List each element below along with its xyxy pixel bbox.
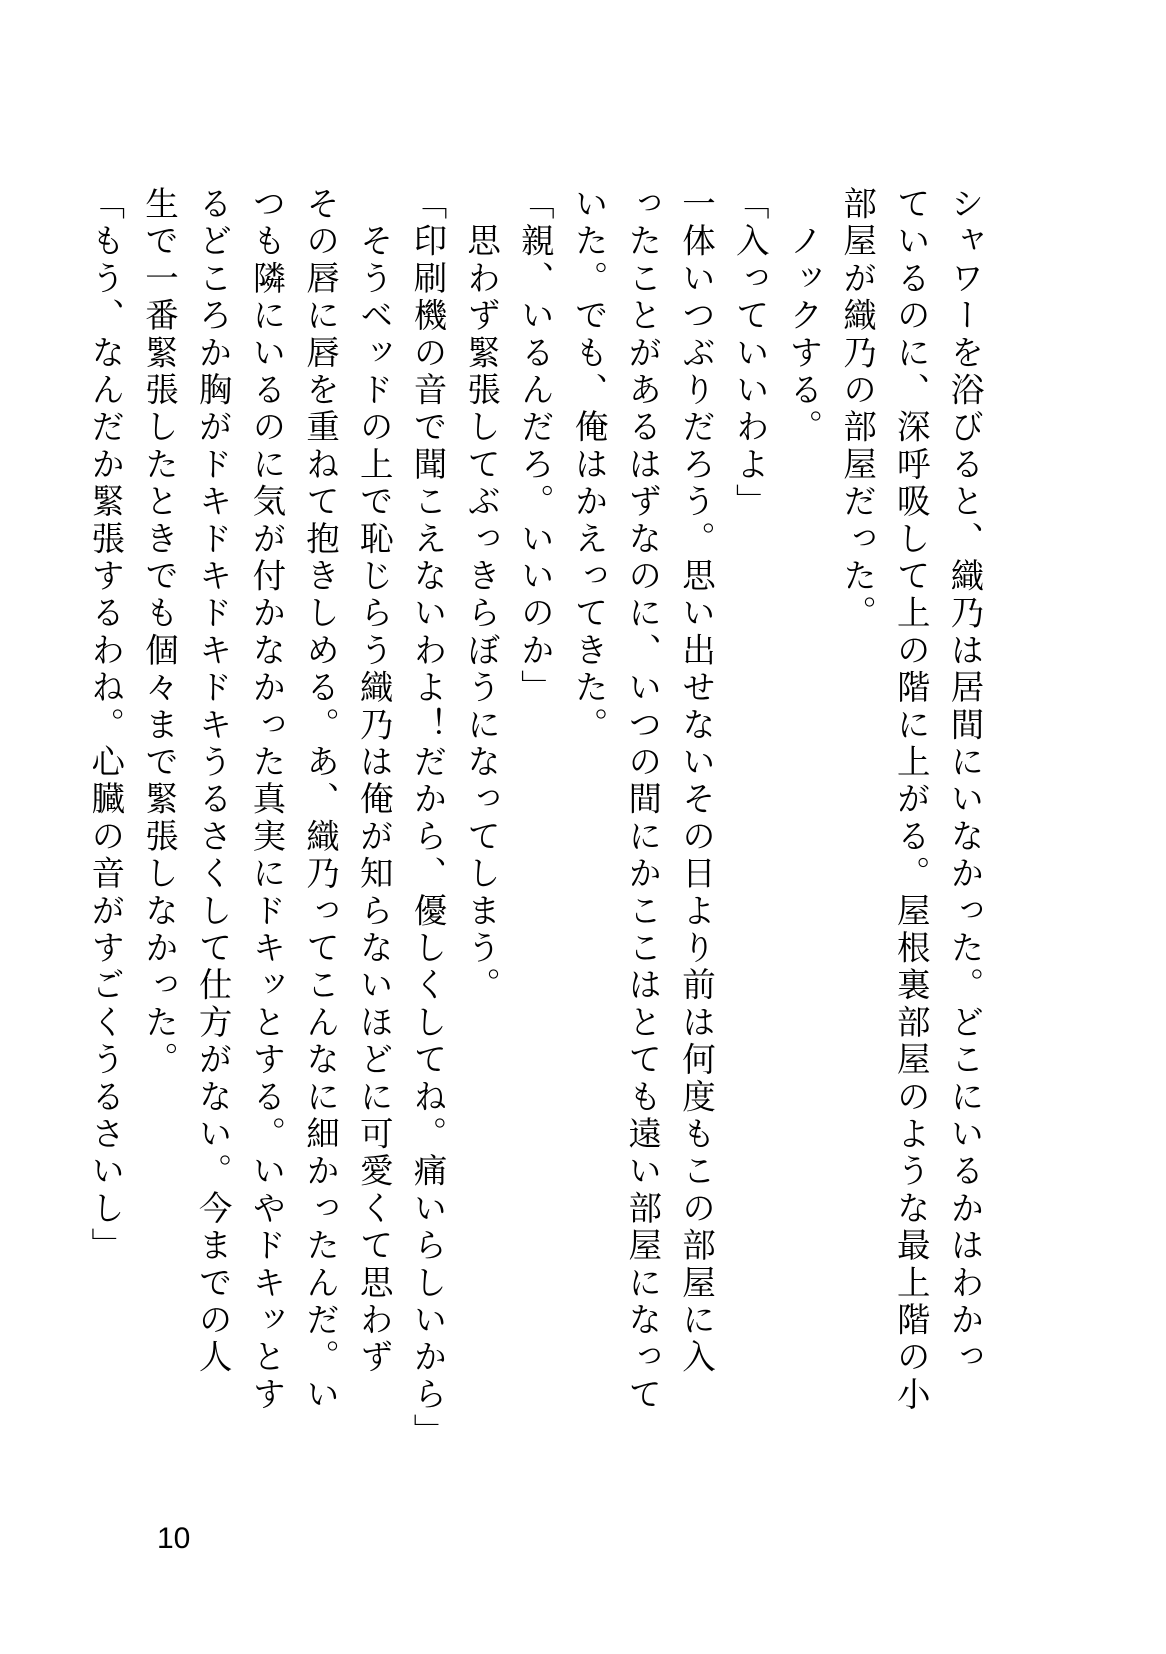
text-line: その唇に唇を重ねて抱きしめる。あ、織乃ってこんなに細かったんだ。い <box>300 186 340 1414</box>
text-line: いた。でも、俺はかえってきた。 <box>569 186 609 744</box>
page-number: 10 <box>157 1522 191 1555</box>
text-line: 「親、いるんだろ。いいのか」 <box>515 186 555 707</box>
text-line: 思わず緊張してぶっきらぼうになってしまう。 <box>461 186 501 1005</box>
text-line: 部屋が織乃の部屋だった。 <box>837 186 877 633</box>
text-line: 「入っていいわよ」 <box>730 186 770 521</box>
text-line: 生で一番緊張したときでも個々まで緊張しなかった。 <box>139 186 179 1079</box>
text-line: そうベッドの上で恥じらう織乃は俺が知らないほどに可愛くて思わず <box>354 186 394 1377</box>
text-line: るどころか胸がドキドキドキドキうるさくして仕方がない。今までの人 <box>193 186 233 1377</box>
text-line: 「もう、なんだか緊張するわね。心臓の音がすごくうるさいし」 <box>85 186 125 1265</box>
text-line: ているのに、深呼吸して上の階に上がる。屋根裏部屋のような最上階の小 <box>891 186 931 1414</box>
text-line: ノックする。 <box>783 186 823 447</box>
text-line: つも隣にいるのに気が付かなかった真実にドキッとする。いやドキッとす <box>246 186 286 1414</box>
text-line: ったことがあるはずなのに、いつの間にかここはとても遠い部屋になって <box>622 186 662 1414</box>
text-line: 一体いつぶりだろう。思い出せないその日より前は何度もこの部屋に入 <box>676 186 716 1377</box>
text-line: 「印刷機の音で聞こえないわよ！だから、優しくしてね。痛いらしいから」 <box>407 186 447 1451</box>
vertical-text-body <box>85 186 991 1486</box>
text-line: シャワーを浴びると、織乃は居間にいなかった。どこにいるかはわかっ <box>945 186 984 1377</box>
